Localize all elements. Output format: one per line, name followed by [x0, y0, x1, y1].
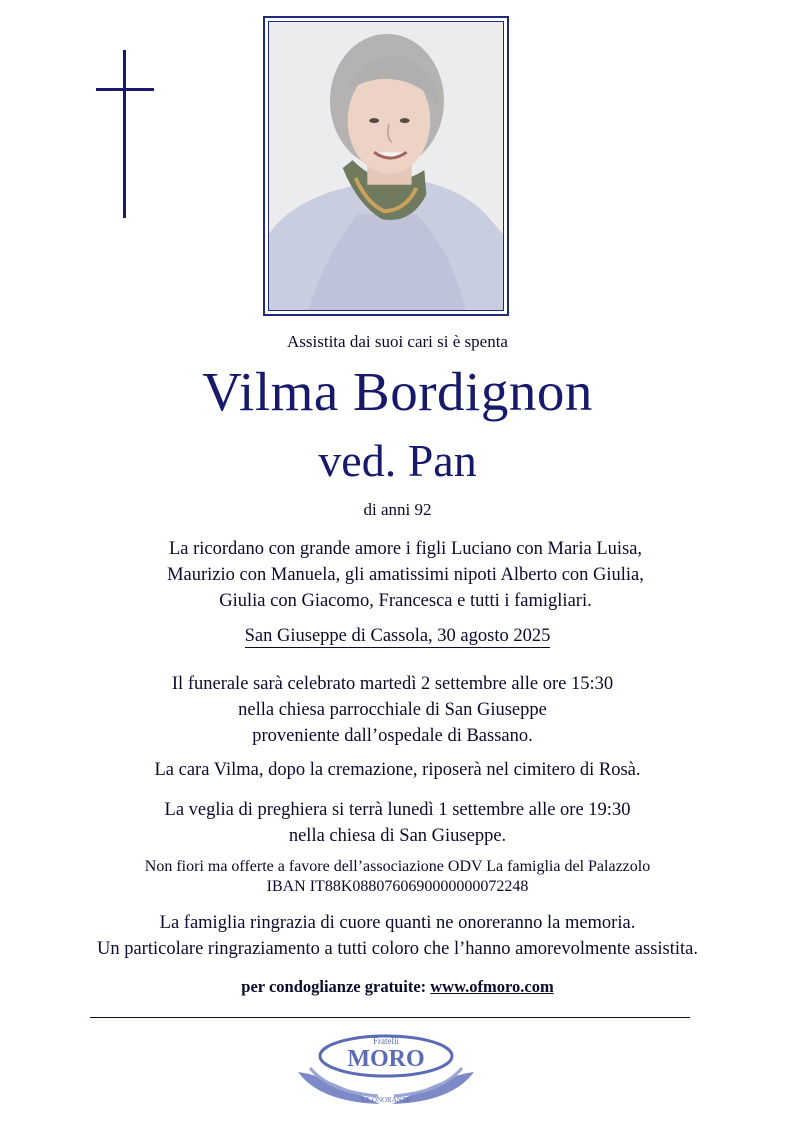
portrait-photo: [263, 16, 509, 316]
divider: [90, 1017, 690, 1018]
funeral-line: Il funerale sarà celebrato martedì 2 settembre alle ore 15:30: [171, 674, 614, 694]
donation-paragraph: [0, 857, 795, 897]
vigil-line: La veglia di preghiera si terrà lunedì 1 settembre alle ore 19:30: [164, 800, 631, 820]
family-line: La ricordano con grande amore i figli Luciano con Maria Luisa,: [168, 539, 643, 559]
vigil-paragraph: [0, 797, 795, 849]
cremation-text: La cara Vilma, dopo la cremazione, riposerà nel cimitero di Rosà.: [154, 760, 641, 780]
condolences-label: per condoglianze gratuite:: [241, 977, 427, 996]
logo-bottom-text: LE ONORANZE: [361, 1096, 411, 1104]
cross-icon: [96, 50, 154, 218]
iban-line: IBAN IT88K0880760690000000072248: [266, 878, 529, 895]
funeral-home-logo: [290, 1032, 482, 1110]
intro-text: Assistita dai suoi cari si è spenta: [287, 332, 508, 351]
condolences-line: [0, 974, 795, 1000]
logo-main-text: MORO: [347, 1046, 425, 1072]
family-line: Maurizio con Manuela, gli amatissimi nipoti Alberto con Giulia,: [167, 565, 644, 585]
widow-surname: ved. Pan: [318, 435, 477, 486]
family-paragraph: [8, 536, 795, 614]
donation-line: Non fiori ma offerte a favore dell’associazione ODV La famiglia del Palazzolo: [144, 858, 651, 875]
age-text: di anni 92: [363, 500, 432, 519]
thanks-line: Un particolare ringraziamento a tutti coloro che l’hanno amorevolmente assistita.: [96, 939, 699, 959]
logo-top-text: Fratelli: [373, 1036, 399, 1046]
place-date-text: San Giuseppe di Cassola, 30 agosto 2025: [244, 626, 551, 646]
deceased-name: Vilma Bordignon: [202, 361, 593, 422]
place-date: [0, 623, 795, 649]
funeral-line: proveniente dall’ospedale di Bassano.: [252, 726, 533, 746]
vigil-line: nella chiesa di San Giuseppe.: [288, 826, 507, 846]
family-line: Giulia con Giacomo, Francesca e tutti i famigliari.: [219, 591, 592, 611]
thanks-line: La famiglia ringrazia di cuore quanti ne onoreranno la memoria.: [159, 913, 636, 933]
funeral-paragraph: [0, 671, 790, 749]
thanks-paragraph: [0, 910, 795, 962]
condolences-link[interactable]: www.ofmoro.com: [430, 977, 554, 996]
funeral-line: nella chiesa parrocchiale di San Giuseppe: [238, 700, 547, 720]
